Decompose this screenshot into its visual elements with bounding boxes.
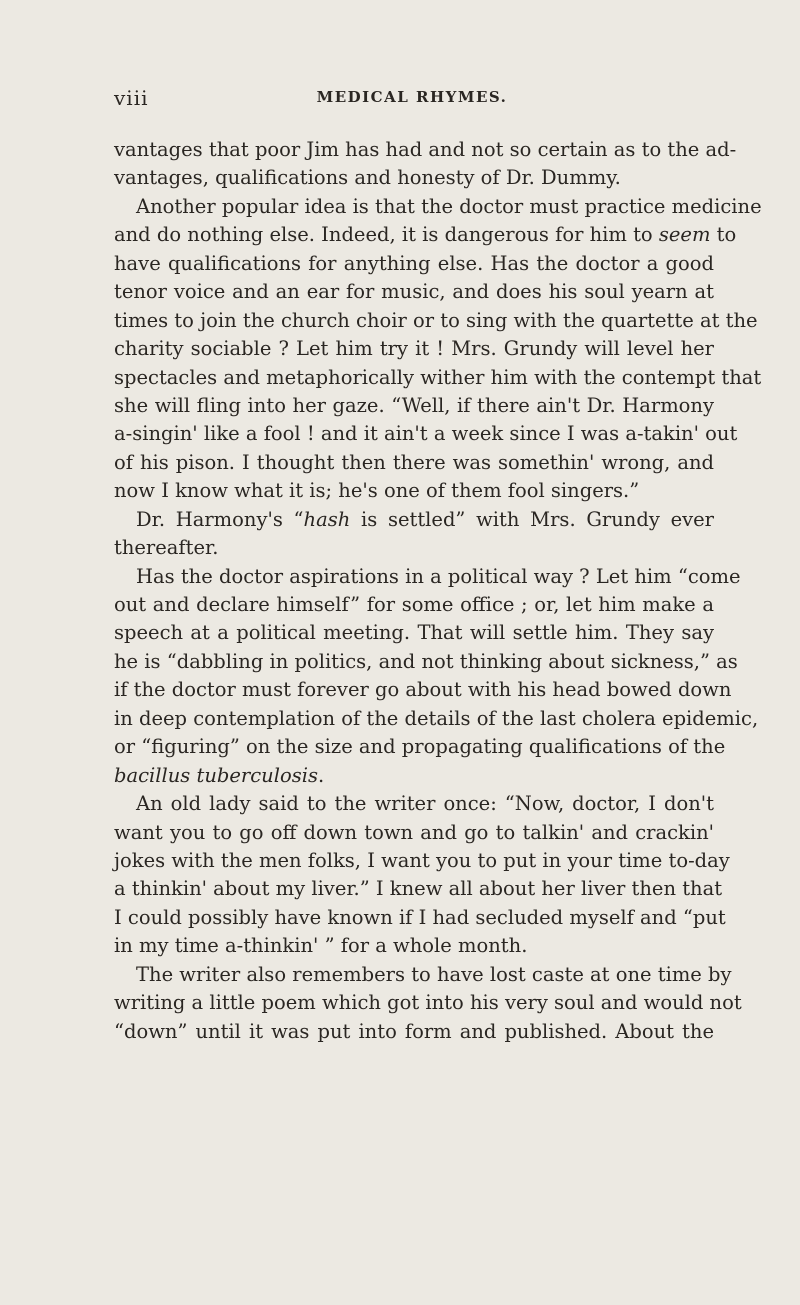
text-line: Has the doctor aspirations in a political way ? Let him “come xyxy=(136,564,741,588)
text-line: and do nothing else. Indeed, it is dangerous for him to seem to xyxy=(114,223,737,247)
running-title: MEDICAL RHYMES. xyxy=(316,88,508,106)
text-line: tenor voice and an ear for music, and does his soul yearn at xyxy=(114,280,714,304)
text-line: he is “dabbling in politics, and not thinking about sickness,” as xyxy=(114,649,738,673)
text-line: writing a little poem which got into his very soul and would not xyxy=(114,991,742,1015)
text-line: An old lady said to the writer once: “Now, doctor, I don't xyxy=(136,792,714,816)
text-line: I could possibly have known if I had secluded myself and “put xyxy=(114,905,726,929)
text-line: vantages, qualifications and honesty of Dr. Dummy. xyxy=(114,166,621,190)
text-line: out and declare himself” for some office ; or, let him make a xyxy=(114,593,714,616)
text-line: she will fling into her gaze. “Well, if there ain't Dr. Harmony xyxy=(114,393,714,417)
text-line: in my time a-thinkin' ” for a whole month. xyxy=(114,934,528,958)
text-line: or “figuring” on the size and propagating qualifications of the xyxy=(114,735,726,759)
text-line: “down” until it was put into form and published. About the xyxy=(114,1019,714,1043)
page-header xyxy=(114,86,710,114)
text-line: spectacles and metaphorically wither him with the contempt that xyxy=(114,365,762,389)
text-line: The writer also remembers to have lost caste at one time by xyxy=(136,962,732,986)
text-line: charity sociable ? Let him try it ! Mrs. Grundy will level her xyxy=(114,337,714,361)
text-line: times to join the church choir or to sing with the quartette at the xyxy=(114,308,758,332)
text-line: want you to go off down town and go to talkin' and crackin' xyxy=(114,820,714,844)
text-line: Another popular idea is that the doctor must practice medicine xyxy=(136,194,762,218)
text-line: of his pison. I thought then there was somethin' wrong, and xyxy=(114,450,714,474)
body-text xyxy=(114,136,762,1046)
text-line: bacillus tuberculosis. xyxy=(114,763,325,787)
text-line: speech at a political meeting. That will settle him. They say xyxy=(114,621,714,645)
text-line: in deep contemplation of the details of the last cholera epidemic, xyxy=(114,706,759,730)
text-line: if the doctor must forever go about with his head bowed down xyxy=(114,678,732,702)
text-line: now I know what it is; he's one of them fool singers.” xyxy=(114,479,640,503)
page-number: viii xyxy=(114,86,149,110)
text-line: a thinkin' about my liver.” I knew all about her liver then that xyxy=(114,877,723,901)
text-line: have qualifications for anything else. Has the doctor a good xyxy=(114,251,714,275)
text-line: jokes with the men folks, I want you to put in your time to-day xyxy=(114,848,730,872)
text-line: thereafter. xyxy=(114,536,219,560)
text-line: a-singin' like a fool ! and it ain't a week since I was a-takin' out xyxy=(114,422,738,446)
text-line: Dr. Harmony's “hash is settled” with Mrs. Grundy ever xyxy=(136,507,714,531)
text-line: vantages that poor Jim has had and not so certain as to the ad- xyxy=(114,138,737,161)
